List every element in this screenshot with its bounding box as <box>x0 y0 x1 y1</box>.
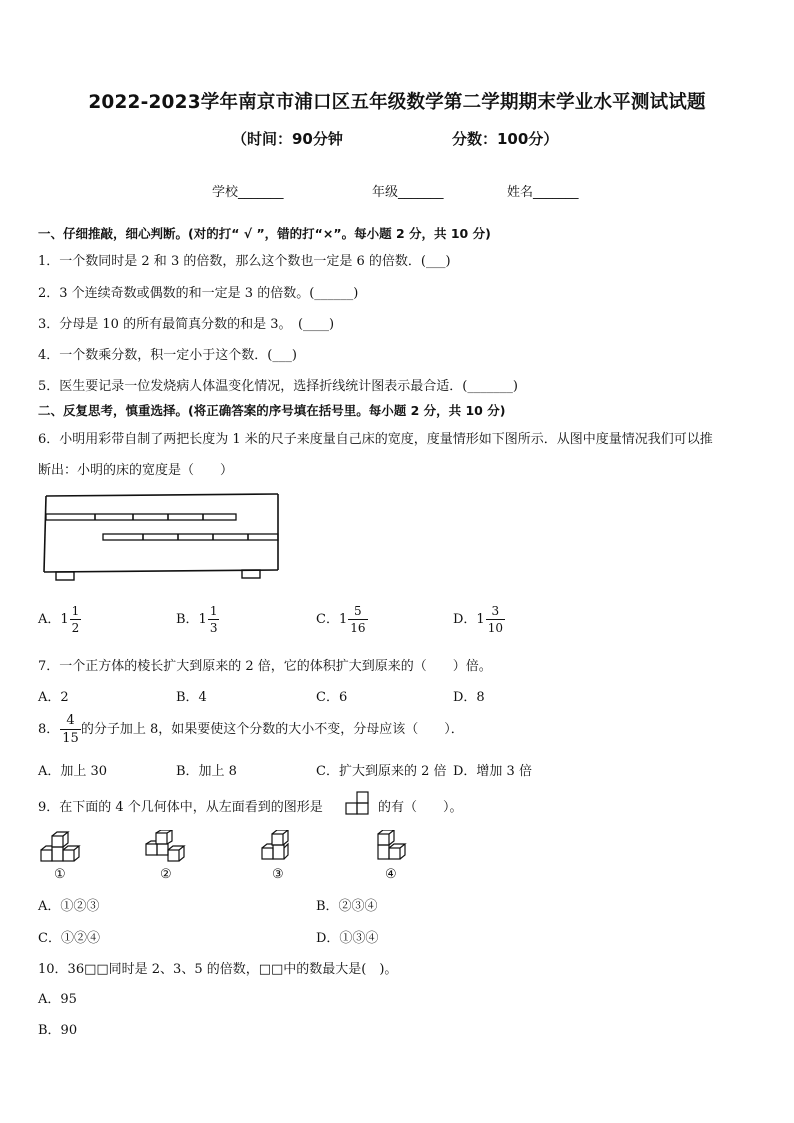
solid-2-figure <box>144 830 192 864</box>
time-label: （时间：90分钟 <box>232 130 343 148</box>
q7-option-c: C．6 <box>316 690 348 705</box>
solid-2-label: ② <box>160 867 172 882</box>
grade-field: 年级_______ <box>372 185 444 200</box>
solid-3-figure <box>260 830 300 864</box>
q9-option-d: D．①③④ <box>316 931 379 946</box>
solid-4-figure <box>375 830 415 864</box>
question-8: 8． $\frac{4}{15}$ 的分子加上 8，如果要使这个分数的大小不变，分母应该（ ）． <box>38 713 464 746</box>
q8-option-c: C．扩大到原来的 2 倍 <box>316 764 447 779</box>
q8-option-a: A．加上 30 <box>38 764 108 779</box>
q10-option-b: B．90 <box>38 1023 78 1038</box>
question-9-text: 9．在下面的 4 个几何体中，从左面看到的图形是 <box>38 800 323 815</box>
left-view-shape-icon <box>345 791 371 817</box>
solid-1-figure <box>38 830 86 864</box>
q7-option-d: D．8 <box>453 690 485 705</box>
name-field: 姓名_______ <box>507 185 579 200</box>
school-field: 学校_______ <box>212 185 284 200</box>
q6-option-b: B．1 $\frac{1}{3}$ <box>176 604 218 635</box>
score-label: 分数：100分） <box>452 130 559 148</box>
q9-option-a: A．①②③ <box>38 899 100 914</box>
question-10: 10．36□□同时是 2、3、5 的倍数，□□中的数最大是( )。 <box>38 962 398 977</box>
q9-option-c: C．①②④ <box>38 931 100 946</box>
solid-1-label: ① <box>54 867 66 882</box>
question-2: 2．3 个连续奇数或偶数的和一定是 3 的倍数。(______) <box>38 286 359 301</box>
bed-ruler-figure <box>38 490 288 585</box>
question-9-text-end: 的有（ ）。 <box>378 800 463 815</box>
page-title: 2022-2023学年南京市浦口区五年级数学第二学期期末学业水平测试试题 <box>88 92 706 113</box>
q8-option-d: D．增加 3 倍 <box>453 764 532 779</box>
section-2-heading: 二、反复思考，慎重选择。(将正确答案的序号填在括号里。每小题 2 分，共 10 分) <box>38 403 506 418</box>
q6-option-a: A．1 $\frac{1}{2}$ <box>38 604 80 635</box>
q6-option-c: C．1 $\frac{5}{16}$ <box>316 604 366 635</box>
question-5: 5．医生要记录一位发烧病人体温变化情况，选择折线统计图表示最合适．(_______) <box>38 379 518 394</box>
q9-option-b: B．②③④ <box>316 899 378 914</box>
question-4: 4．一个数乘分数，积一定小于这个数．(___) <box>38 348 297 363</box>
question-3: 3．分母是 10 的所有最简真分数的和是 3。 (____) <box>38 317 335 332</box>
q10-option-a: A．95 <box>38 992 77 1007</box>
question-6-line1: 6．小明用彩带自制了两把长度为 1 米的尺子来度量自己床的宽度，度量情形如下图所示．从图中度量情况我们可以推 <box>38 432 713 447</box>
q8-option-b: B．加上 8 <box>176 764 237 779</box>
q7-option-b: B．4 <box>176 690 207 705</box>
question-7: 7．一个正方体的棱长扩大到原来的 2 倍，它的体积扩大到原来的（ ）倍。 <box>38 659 492 674</box>
question-6-line2: 断出：小明的床的宽度是（ ） <box>38 463 234 478</box>
q7-option-a: A．2 <box>38 690 69 705</box>
section-1-heading: 一、仔细推敲，细心判断。(对的打“ √ ”，错的打“×”。每小题 2 分，共 10 分) <box>38 226 491 241</box>
solid-3-label: ③ <box>272 867 284 882</box>
question-1: 1．一个数同时是 2 和 3 的倍数，那么这个数也一定是 6 的倍数．(___) <box>38 254 451 269</box>
solid-4-label: ④ <box>385 867 397 882</box>
q6-option-d: D．1 $\frac{3}{10}$ <box>453 604 503 635</box>
